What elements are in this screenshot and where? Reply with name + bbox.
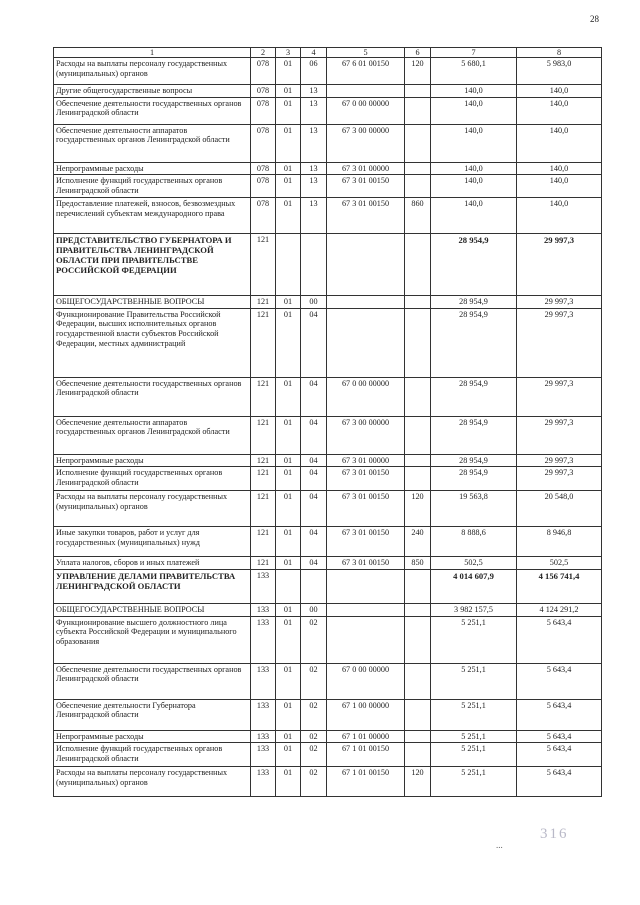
row-amount-year-2: 29 997,3 (517, 308, 602, 377)
row-name: Расходы на выплаты персоналу государственных (муниципальных) органов (54, 58, 251, 85)
row-expense-type (405, 234, 431, 296)
row-expense-type (405, 308, 431, 377)
row-target-article: 67 3 01 00000 (327, 454, 405, 467)
row-target-article (327, 569, 405, 603)
row-amount-year-2: 29 997,3 (517, 467, 602, 491)
row-ministry-code: 121 (251, 557, 276, 570)
row-target-article (327, 85, 405, 98)
row-ministry-code: 121 (251, 308, 276, 377)
row-ministry-code: 133 (251, 616, 276, 663)
row-name: Функционирование Правительства Российской Федерации, высших исполнительных органов государственной власти субъектов Российской Федерации, местных администраций (54, 308, 251, 377)
row-expense-type (405, 730, 431, 743)
column-header: 6 (405, 48, 431, 58)
row-ministry-code: 121 (251, 296, 276, 309)
row-expense-type (405, 616, 431, 663)
row-ministry-code: 133 (251, 730, 276, 743)
row-ministry-code: 133 (251, 767, 276, 797)
row-section-code: 01 (276, 296, 301, 309)
row-amount-year-2: 29 997,3 (517, 234, 602, 296)
row-name: Уплата налогов, сборов и иных платежей (54, 557, 251, 570)
row-section-code: 01 (276, 557, 301, 570)
table-row (54, 97, 602, 124)
row-section-code: 01 (276, 699, 301, 730)
table-row (54, 234, 602, 296)
table-row (54, 296, 602, 309)
row-amount-year-2: 5 643,4 (517, 730, 602, 743)
row-amount-year-2: 8 946,8 (517, 527, 602, 557)
footer-mark: ... (496, 840, 503, 850)
column-header: 1 (54, 48, 251, 58)
row-name: Обеспечение деятельности государственных органов Ленинградской области (54, 97, 251, 124)
table-row (54, 124, 602, 162)
row-expense-type (405, 377, 431, 416)
row-target-article: 67 1 00 00000 (327, 699, 405, 730)
row-amount-year-1: 5 251,1 (431, 743, 517, 767)
row-target-article: 67 3 00 00000 (327, 416, 405, 454)
row-amount-year-1: 5 251,1 (431, 699, 517, 730)
column-header: 4 (301, 48, 327, 58)
row-amount-year-1: 140,0 (431, 198, 517, 234)
table-row (54, 162, 602, 175)
table-row (54, 557, 602, 570)
row-ministry-code: 133 (251, 569, 276, 603)
row-section-code: 01 (276, 85, 301, 98)
row-expense-type (405, 467, 431, 491)
row-target-article: 67 3 01 00000 (327, 162, 405, 175)
row-amount-year-2: 29 997,3 (517, 296, 602, 309)
row-subsection-code: 02 (301, 743, 327, 767)
row-subsection-code (301, 569, 327, 603)
table-row (54, 699, 602, 730)
row-section-code: 01 (276, 175, 301, 198)
table-row (54, 730, 602, 743)
row-subsection-code: 02 (301, 616, 327, 663)
table-row (54, 467, 602, 491)
row-subsection-code: 13 (301, 175, 327, 198)
row-subsection-code: 13 (301, 97, 327, 124)
row-subsection-code: 04 (301, 416, 327, 454)
row-amount-year-2: 140,0 (517, 175, 602, 198)
row-expense-type (405, 663, 431, 699)
row-amount-year-1: 19 563,8 (431, 491, 517, 527)
row-ministry-code: 121 (251, 416, 276, 454)
row-name: Исполнение функций государственных органов Ленинградской области (54, 743, 251, 767)
row-amount-year-1: 28 954,9 (431, 467, 517, 491)
row-ministry-code: 078 (251, 198, 276, 234)
row-section-code: 01 (276, 162, 301, 175)
row-ministry-code: 133 (251, 699, 276, 730)
row-section-code: 01 (276, 467, 301, 491)
row-amount-year-2: 29 997,3 (517, 454, 602, 467)
row-section-code: 01 (276, 97, 301, 124)
row-name: Расходы на выплаты персоналу государственных (муниципальных) органов (54, 491, 251, 527)
row-section-code: 01 (276, 198, 301, 234)
row-amount-year-2: 502,5 (517, 557, 602, 570)
row-name: Обеспечение деятельности аппаратов государственных органов Ленинградской области (54, 416, 251, 454)
row-section-code: 01 (276, 767, 301, 797)
row-amount-year-1: 502,5 (431, 557, 517, 570)
row-target-article (327, 616, 405, 663)
row-amount-year-1: 4 014 607,9 (431, 569, 517, 603)
row-amount-year-2: 140,0 (517, 124, 602, 162)
table-row (54, 308, 602, 377)
table-row (54, 569, 602, 603)
table-row (54, 454, 602, 467)
row-amount-year-2: 29 997,3 (517, 377, 602, 416)
row-ministry-code: 078 (251, 58, 276, 85)
row-target-article: 67 6 01 00150 (327, 58, 405, 85)
row-subsection-code: 02 (301, 663, 327, 699)
row-amount-year-2: 5 643,4 (517, 663, 602, 699)
row-expense-type: 860 (405, 198, 431, 234)
row-amount-year-1: 28 954,9 (431, 296, 517, 309)
row-name: Обеспечение деятельности государственных органов Ленинградской области (54, 377, 251, 416)
row-amount-year-2: 4 124 291,2 (517, 603, 602, 616)
row-name: Обеспечение деятельности Губернатора Ленинградской области (54, 699, 251, 730)
row-amount-year-2: 5 643,4 (517, 767, 602, 797)
row-expense-type (405, 85, 431, 98)
row-name: Непрограммные расходы (54, 730, 251, 743)
row-amount-year-2: 5 983,0 (517, 58, 602, 85)
row-subsection-code: 04 (301, 377, 327, 416)
row-name: Другие общегосударственные вопросы (54, 85, 251, 98)
row-expense-type: 120 (405, 58, 431, 85)
row-ministry-code: 078 (251, 97, 276, 124)
row-section-code: 01 (276, 308, 301, 377)
row-ministry-code: 078 (251, 162, 276, 175)
row-ministry-code: 121 (251, 527, 276, 557)
row-target-article (327, 603, 405, 616)
row-ministry-code: 078 (251, 124, 276, 162)
row-amount-year-1: 28 954,9 (431, 234, 517, 296)
row-ministry-code: 121 (251, 234, 276, 296)
row-subsection-code: 13 (301, 85, 327, 98)
row-section-code: 01 (276, 603, 301, 616)
row-section-code: 01 (276, 58, 301, 85)
row-subsection-code (301, 234, 327, 296)
row-target-article: 67 3 01 00150 (327, 198, 405, 234)
row-section-code: 01 (276, 616, 301, 663)
row-target-article: 67 3 01 00150 (327, 175, 405, 198)
row-target-article: 67 3 01 00150 (327, 491, 405, 527)
row-name: Расходы на выплаты персоналу государственных (муниципальных) органов (54, 767, 251, 797)
row-amount-year-2: 4 156 741,4 (517, 569, 602, 603)
row-expense-type: 850 (405, 557, 431, 570)
row-ministry-code: 078 (251, 85, 276, 98)
row-ministry-code: 121 (251, 467, 276, 491)
row-ministry-code: 133 (251, 603, 276, 616)
row-expense-type (405, 699, 431, 730)
page-stamp: 316 (540, 826, 569, 842)
row-subsection-code: 04 (301, 308, 327, 377)
row-section-code: 01 (276, 730, 301, 743)
column-header: 3 (276, 48, 301, 58)
row-name: УПРАВЛЕНИЕ ДЕЛАМИ ПРАВИТЕЛЬСТВА ЛЕНИНГРАДСКОЙ ОБЛАСТИ (54, 569, 251, 603)
row-amount-year-1: 140,0 (431, 97, 517, 124)
row-section-code: 01 (276, 527, 301, 557)
row-amount-year-2: 140,0 (517, 198, 602, 234)
row-expense-type (405, 162, 431, 175)
row-name: ОБЩЕГОСУДАРСТВЕННЫЕ ВОПРОСЫ (54, 603, 251, 616)
row-amount-year-2: 5 643,4 (517, 699, 602, 730)
row-amount-year-1: 140,0 (431, 85, 517, 98)
row-name: ОБЩЕГОСУДАРСТВЕННЫЕ ВОПРОСЫ (54, 296, 251, 309)
row-amount-year-1: 28 954,9 (431, 416, 517, 454)
row-target-article: 67 3 01 00150 (327, 527, 405, 557)
row-section-code (276, 234, 301, 296)
row-name: Непрограммные расходы (54, 454, 251, 467)
row-expense-type (405, 175, 431, 198)
row-section-code: 01 (276, 663, 301, 699)
table-row (54, 527, 602, 557)
table-row (54, 616, 602, 663)
row-target-article (327, 308, 405, 377)
column-header: 8 (517, 48, 602, 58)
row-subsection-code: 02 (301, 767, 327, 797)
row-subsection-code: 04 (301, 527, 327, 557)
row-expense-type (405, 97, 431, 124)
row-name: Предоставление платежей, взносов, безвозмездных перечислений субъектам международного права (54, 198, 251, 234)
row-amount-year-1: 140,0 (431, 175, 517, 198)
row-name: Обеспечение деятельности государственных органов Ленинградской области (54, 663, 251, 699)
column-header: 7 (431, 48, 517, 58)
row-target-article: 67 3 01 00150 (327, 467, 405, 491)
budget-table (53, 47, 602, 797)
table-row (54, 491, 602, 527)
row-expense-type: 240 (405, 527, 431, 557)
row-expense-type (405, 454, 431, 467)
row-target-article: 67 1 01 00000 (327, 730, 405, 743)
row-subsection-code: 04 (301, 491, 327, 527)
row-ministry-code: 133 (251, 743, 276, 767)
row-name: Иные закупки товаров, работ и услуг для государственных (муниципальных) нужд (54, 527, 251, 557)
row-expense-type (405, 416, 431, 454)
row-subsection-code: 13 (301, 162, 327, 175)
row-amount-year-1: 5 680,1 (431, 58, 517, 85)
row-amount-year-1: 5 251,1 (431, 730, 517, 743)
row-amount-year-2: 140,0 (517, 85, 602, 98)
row-subsection-code: 04 (301, 557, 327, 570)
row-expense-type (405, 296, 431, 309)
row-amount-year-1: 28 954,9 (431, 454, 517, 467)
row-subsection-code: 02 (301, 699, 327, 730)
row-section-code: 01 (276, 377, 301, 416)
table-row (54, 603, 602, 616)
row-section-code: 01 (276, 743, 301, 767)
row-subsection-code: 06 (301, 58, 327, 85)
row-section-code: 01 (276, 416, 301, 454)
column-header: 5 (327, 48, 405, 58)
row-section-code (276, 569, 301, 603)
row-target-article: 67 0 00 00000 (327, 377, 405, 416)
row-amount-year-1: 5 251,1 (431, 616, 517, 663)
row-amount-year-1: 5 251,1 (431, 663, 517, 699)
row-section-code: 01 (276, 491, 301, 527)
table-row (54, 58, 602, 85)
row-target-article: 67 1 01 00150 (327, 743, 405, 767)
row-subsection-code: 13 (301, 198, 327, 234)
row-expense-type (405, 743, 431, 767)
row-ministry-code: 121 (251, 454, 276, 467)
row-subsection-code: 02 (301, 730, 327, 743)
row-name: Функционирование высшего должностного лица субъекта Российской Федерации и муниципального образования (54, 616, 251, 663)
row-target-article: 67 0 00 00000 (327, 97, 405, 124)
table-row (54, 663, 602, 699)
row-expense-type (405, 569, 431, 603)
row-name: Обеспечение деятельности аппаратов государственных органов Ленинградской области (54, 124, 251, 162)
row-target-article: 67 0 00 00000 (327, 663, 405, 699)
row-name: ПРЕДСТАВИТЕЛЬСТВО ГУБЕРНАТОРА И ПРАВИТЕЛЬСТВА ЛЕНИНГРАДСКОЙ ОБЛАСТИ ПРИ ПРАВИТЕЛЬСТВЕ РОССИЙСКОЙ ФЕДЕРАЦИИ (54, 234, 251, 296)
column-header: 2 (251, 48, 276, 58)
row-section-code: 01 (276, 124, 301, 162)
row-subsection-code: 13 (301, 124, 327, 162)
table-row (54, 416, 602, 454)
row-subsection-code: 04 (301, 454, 327, 467)
row-name: Непрограммные расходы (54, 162, 251, 175)
row-name: Исполнение функций государственных органов Ленинградской области (54, 467, 251, 491)
table-row (54, 85, 602, 98)
row-target-article (327, 296, 405, 309)
row-target-article: 67 3 00 00000 (327, 124, 405, 162)
row-amount-year-2: 140,0 (517, 97, 602, 124)
row-amount-year-1: 28 954,9 (431, 308, 517, 377)
page-number: 28 (590, 14, 599, 24)
row-amount-year-2: 5 643,4 (517, 743, 602, 767)
row-expense-type: 120 (405, 767, 431, 797)
row-expense-type: 120 (405, 491, 431, 527)
row-amount-year-1: 3 982 157,5 (431, 603, 517, 616)
row-subsection-code: 00 (301, 296, 327, 309)
row-target-article: 67 3 01 00150 (327, 557, 405, 570)
row-amount-year-1: 28 954,9 (431, 377, 517, 416)
row-name: Исполнение функций государственных органов Ленинградской области (54, 175, 251, 198)
table-row (54, 767, 602, 797)
row-amount-year-2: 140,0 (517, 162, 602, 175)
row-amount-year-2: 20 548,0 (517, 491, 602, 527)
row-expense-type (405, 603, 431, 616)
row-amount-year-1: 140,0 (431, 124, 517, 162)
row-amount-year-2: 5 643,4 (517, 616, 602, 663)
row-amount-year-1: 140,0 (431, 162, 517, 175)
table-header-row (54, 48, 602, 58)
row-amount-year-1: 8 888,6 (431, 527, 517, 557)
row-ministry-code: 133 (251, 663, 276, 699)
row-target-article (327, 234, 405, 296)
row-ministry-code: 078 (251, 175, 276, 198)
row-section-code: 01 (276, 454, 301, 467)
row-amount-year-2: 29 997,3 (517, 416, 602, 454)
table-row (54, 743, 602, 767)
row-subsection-code: 00 (301, 603, 327, 616)
row-subsection-code: 04 (301, 467, 327, 491)
table-row (54, 175, 602, 198)
row-ministry-code: 121 (251, 377, 276, 416)
row-expense-type (405, 124, 431, 162)
row-amount-year-1: 5 251,1 (431, 767, 517, 797)
table-row (54, 198, 602, 234)
table-row (54, 377, 602, 416)
row-target-article: 67 1 01 00150 (327, 767, 405, 797)
row-ministry-code: 121 (251, 491, 276, 527)
